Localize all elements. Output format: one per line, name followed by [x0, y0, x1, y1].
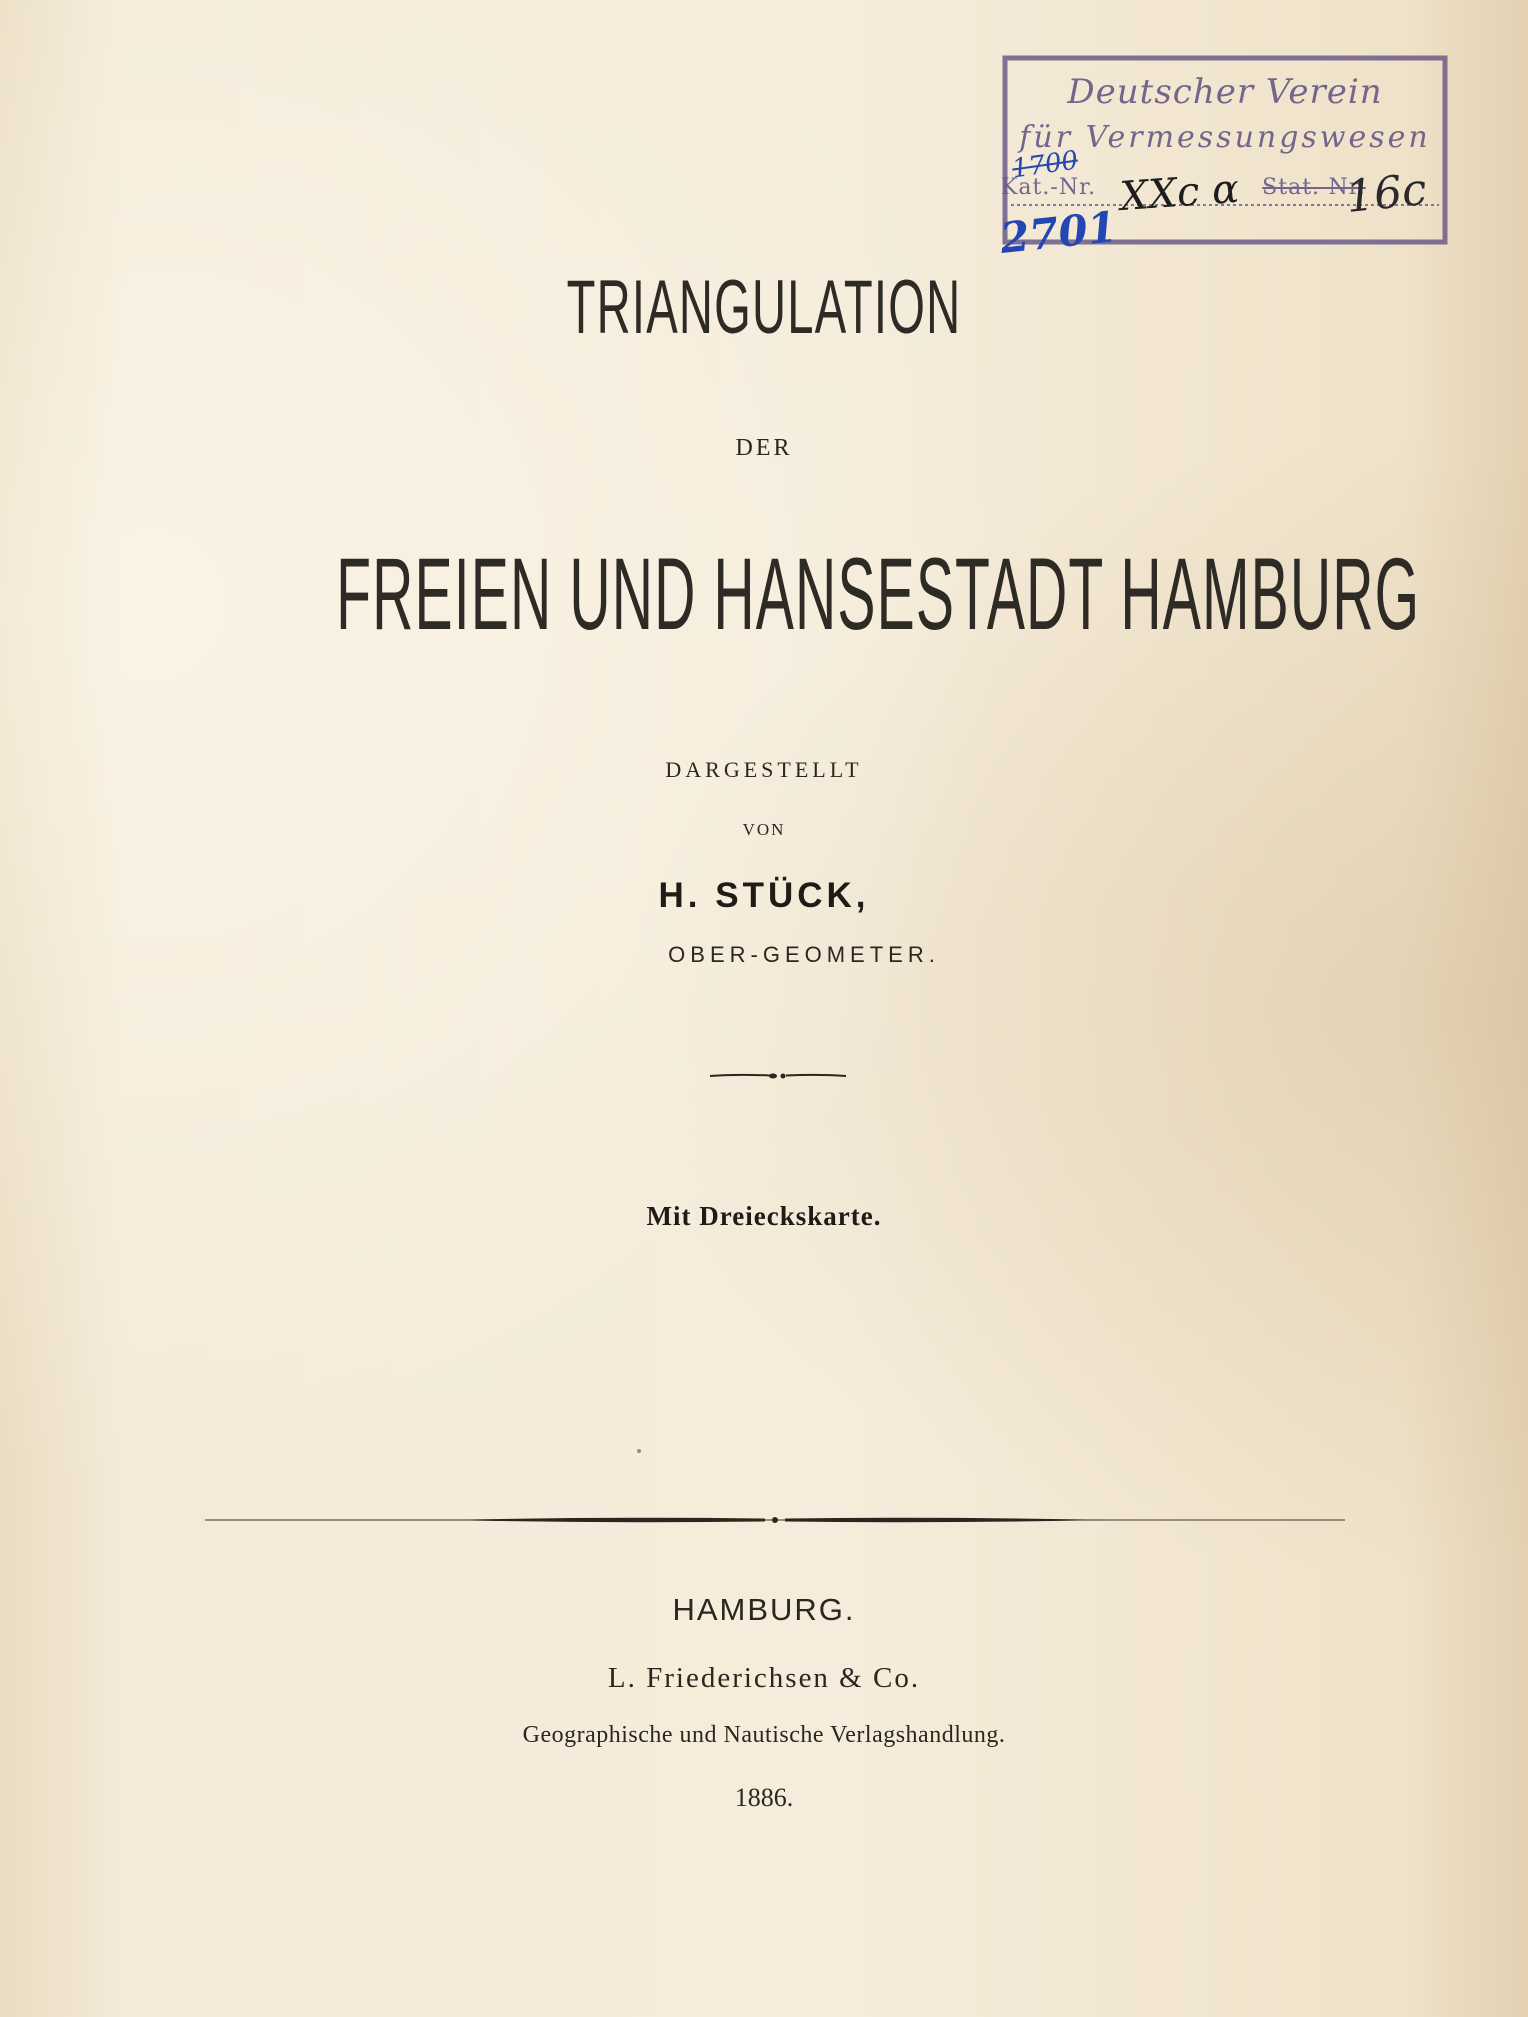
author-name: H. STÜCK,: [658, 876, 870, 915]
title-connector: DER: [735, 435, 793, 461]
stamp-station-label: Stat.-Nr.: [1262, 175, 1366, 200]
author-role: OBER-GEOMETER.: [668, 942, 940, 967]
supplement-note: Mit Dreieckskarte.: [646, 1201, 882, 1231]
stamp-society-name: Deutscher Verein: [1067, 72, 1383, 112]
by-label: VON: [742, 820, 786, 839]
publisher-description: Geographische und Nautische Verlagshandlung.: [522, 1722, 1006, 1748]
handwritten-accession-number: 2701: [997, 202, 1120, 263]
ink-speck: [637, 1449, 641, 1453]
presented-label: DARGESTELLT: [665, 757, 863, 782]
title-line-1: TRIANGULATION: [566, 265, 962, 350]
stamp-society-field: für Vermessungswesen: [1019, 120, 1431, 155]
handwritten-catalog-number: XXc α: [1118, 165, 1241, 221]
publication-place: HAMBURG.: [672, 1592, 856, 1627]
handwritten-struck-number: 1700: [1010, 145, 1080, 185]
stamp-catalog-label: Kat.-Nr.: [1001, 175, 1097, 200]
handwritten-shelf-number: 16c: [1343, 163, 1430, 224]
long-rule-divider: [205, 1512, 1345, 1528]
publication-year: 1886.: [734, 1783, 794, 1812]
ornament-divider: [708, 1068, 848, 1084]
publisher-name: L. Friederichsen & Co.: [607, 1662, 921, 1694]
title-line-2: FREIEN UND HANSESTADT HAMBURG: [336, 537, 1421, 651]
